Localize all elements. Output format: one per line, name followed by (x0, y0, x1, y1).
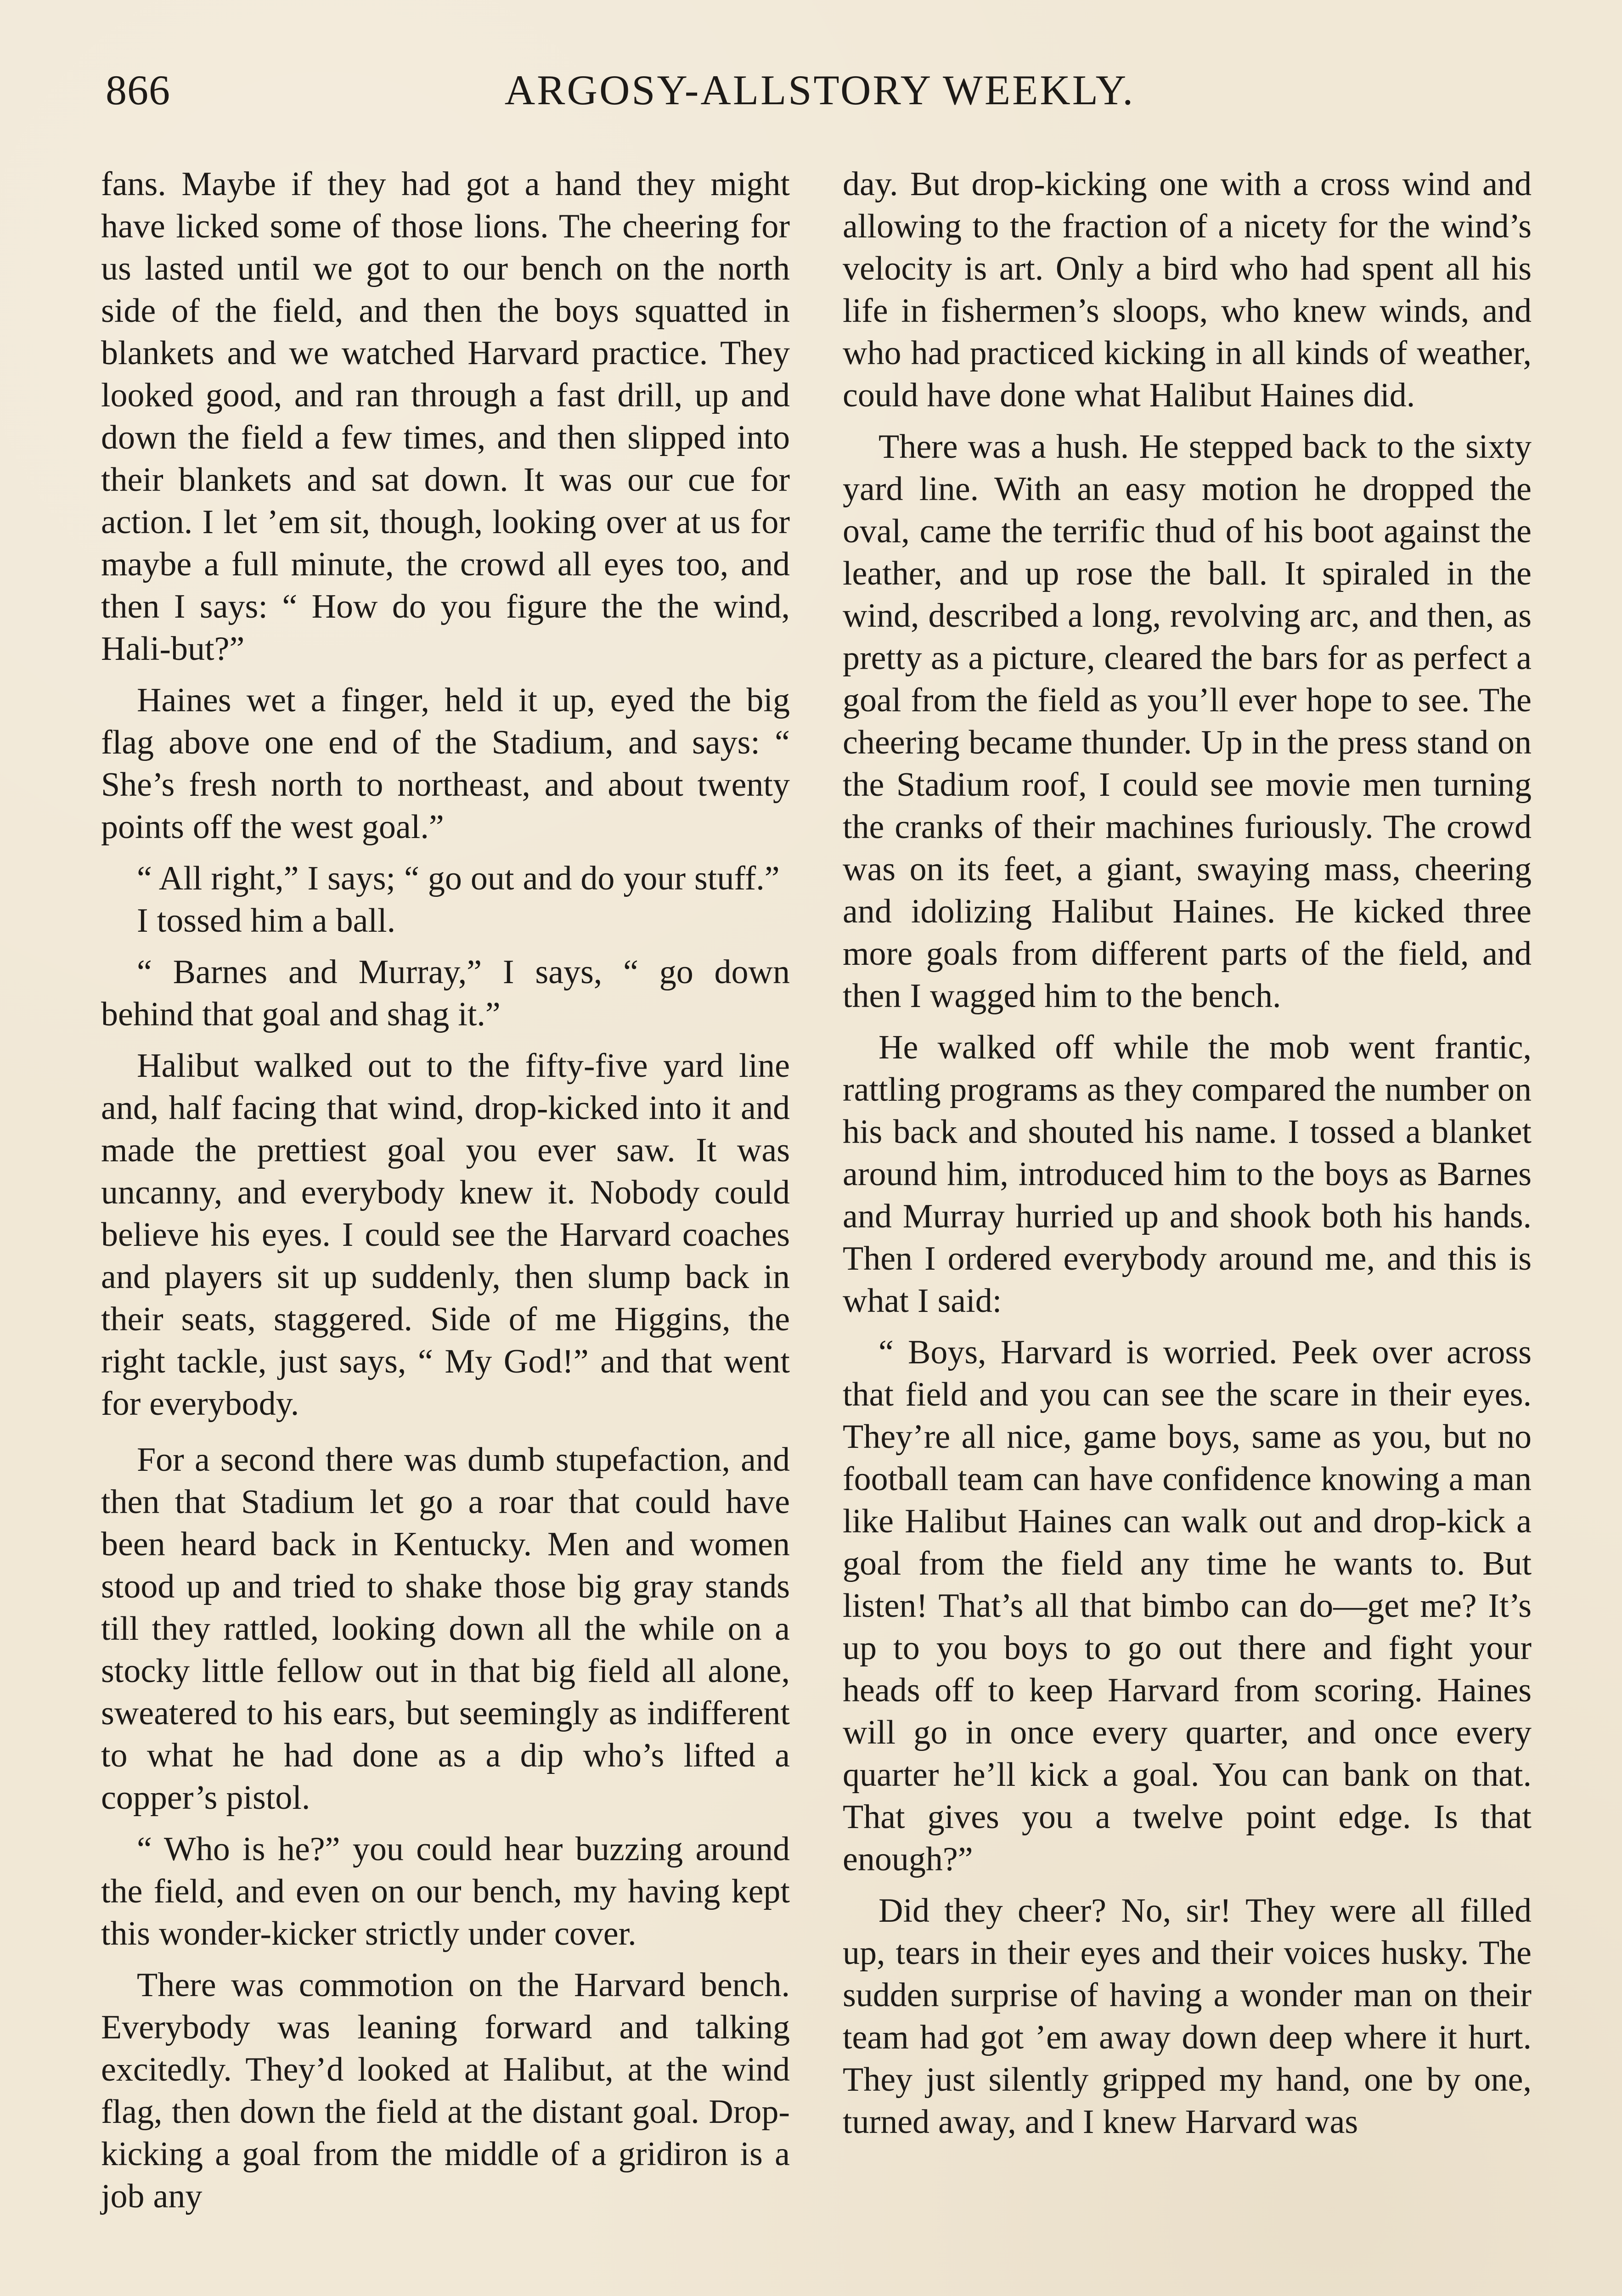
left-column (101, 163, 790, 2296)
text-columns (101, 163, 1532, 2296)
left-paragraph-2: Haines wet a finger, held it up, eyed the big flag above one end of the Stadium, and says: “ She’s fresh north to northeast, and about twenty points off the west goal.” (101, 681, 790, 846)
page-header (106, 69, 1534, 138)
page-number: 866 (106, 67, 170, 113)
right-column (843, 163, 1532, 2296)
left-paragraph-9: There was commotion on the Harvard bench. Everybody was leaning forward and talking excitedly. They’d looked at Halibut, at the wind flag, then down the field at the distant goal. Drop-kicking a goal from the middle of a gridiron is a job any (101, 1966, 790, 2215)
left-paragraph-4: I tossed him a ball. (137, 902, 396, 940)
left-paragraph-7: For a second there was dumb stupefaction, and then that Stadium let go a roar that could have been heard back in Kentucky. Men and women stood up and tried to shake those big gray stands till they rattled, looking down all the while on a stocky little fellow out in that big field all alone, sweatered to his ears, but seemingly as indifferent to what he had done as a dip who’s lifted a copper’s pistol. (101, 1441, 790, 1817)
right-paragraph-1: day. But drop-kicking one with a cross wind and allowing to the fraction of a nicety for the wind’s velocity is art. Only a bird who had spent all his life in fishermen’s sloops, who knew winds, and who had practiced kicking in all kinds of weather, could have done what Halibut Haines did. (843, 165, 1532, 414)
right-paragraph-2: There was a hush. He stepped back to the sixty yard line. With an easy motion he dropped the oval, came the terrific thud of his boot against the leather, and up rose the ball. It spiraled in the wind, described a long, revolving arc, and then, as pretty as a picture, cleared the bars for as perfect a goal from the field as you’ll ever hope to see. The cheering became thunder. Up in the press stand on the Stadium roof, I could see movie men turning the cranks of their machines furiously. The crowd was on its feet, a giant, swaying mass, cheering and idolizing Halibut Haines. He kicked three more goals from different parts of the field, and then I wagged him to the bench. (843, 428, 1532, 1015)
left-paragraph-1: fans. Maybe if they had got a hand they might have licked some of those lions. The cheering for us lasted until we got to our bench on the north side of the field, and then the boys squatted in blankets and we watched Harvard practice. They looked good, and ran through a fast drill, up and down the field a few times, and then slipped into their blankets and sat down. It was our cue for action. I let ’em sit, though, looking over at us for maybe a full minute, the crowd all eyes too, and then I says: “ How do you figure the the wind, Hali-but?” (101, 165, 790, 668)
right-paragraph-3: He walked off while the mob went frantic, rattling programs as they compared the number on his back and shouted his name. I tossed a blanket around him, introduced him to the boys as Barnes and Murray hurried up and shook both his hands. Then I ordered everybody around me, and this is what I said: (843, 1029, 1532, 1320)
right-paragraph-4: “ Boys, Harvard is worried. Peek over across that field and you can see the scare in their eyes. They’re all nice, game boys, same as you, but no football team can have confidence knowing a man like Halibut Haines can walk out and drop-kick a goal from the field any time he wants to. But listen! That’s all that bimbo can do—get me? It’s up to you boys to go out there and fight your heads off to keep Harvard from scoring. Haines will go in once every quarter, and once every quarter he’ll kick a goal. You can bank on that. That gives you a twelve point edge. Is that enough?” (843, 1334, 1532, 1878)
right-paragraph-5: Did they cheer? No, sir! They were all filled up, tears in their eyes and their voices husky. The sudden surprise of having a wonder man on their team had got ’em away down deep where it hurt. They just silently gripped my hand, one by one, turned away, and I knew Harvard was (843, 1892, 1532, 2141)
left-paragraph-5: “ Barnes and Murray,” I says, “ go down behind that goal and shag it.” (101, 953, 790, 1033)
left-paragraph-6: Halibut walked out to the fifty-five yard line and, half facing that wind, drop-kicked into it and made the prettiest goal you ever saw. It was uncanny, and everybody knew it. Nobody could believe his eyes. I could see the Harvard coaches and players sit up suddenly, then slump back in their seats, staggered. Side of me Higgins, the right tackle, just says, “ My God!” and that went for everybody. (101, 1047, 790, 1423)
running-title: ARGOSY-ALLSTORY WEEKLY. (504, 67, 1135, 113)
left-paragraph-3: “ All right,” I says; “ go out and do your stuff.” (137, 860, 780, 897)
left-paragraph-8: “ Who is he?” you could hear buzzing around the field, and even on our bench, my having kept this wonder-kicker strictly under cover. (101, 1830, 790, 1953)
